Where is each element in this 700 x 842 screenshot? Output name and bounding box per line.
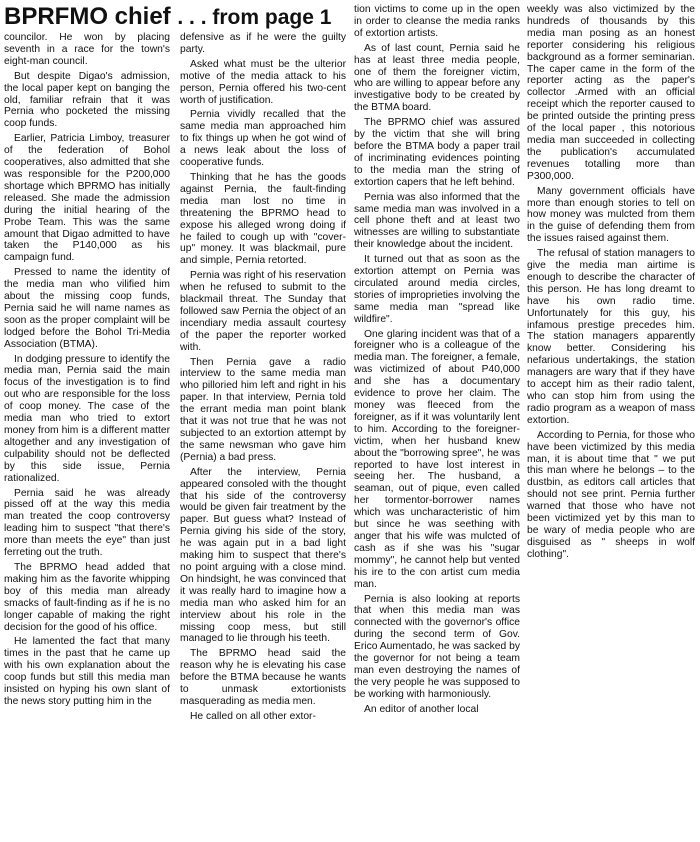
paragraph: As of last count, Pernia said he has at least three media people, one of them the foreigner victim, who are willing to appear before any investigative body to be created by the BTMA board. xyxy=(354,42,520,114)
paragraph: councilor. He won by placing seventh in a race for the town's eight-man council. xyxy=(4,32,170,67)
article-column-4 xyxy=(527,4,695,838)
paragraph: Earlier, Patricia Limboy, treasurer of the federation of Bohol cooperatives, also admitted that she was responsible for the P200,000 shortage which BPRMO has initially released. She made the admission during the initial hearing of the Probe Team. This was the same amount that Digao admitted to have taken the P140,000 as his campaign fund. xyxy=(4,133,170,264)
headline-title: BPRFMO chief xyxy=(4,3,171,30)
paragraph: Pernia vividly recalled that the same media man approached him to fix things up when he got wind of a news leak about the loss of cooperative funds. xyxy=(180,109,346,169)
paragraph: The BPRMO chief was assured by the victim that she will bring before the BTMA body a paper trail of incriminating evidences pointing to the media man the string of extortion capers that he left behind. xyxy=(354,117,520,188)
paragraph: He lamented the fact that many times in the past that he came up with his own explanation about the coop funds but still this media man insisted on hyping his own slant of the news story putting him in the xyxy=(4,636,170,707)
paragraph: In dodging pressure to identify the media man, Pernia said the main focus of the investigation is to find out who are responsible for the loss of coop money. The case of the media man who tried to extort money from him is a different matter altogether and any investigation of culpability should not be deflected by this side issue, Pernia rationalized. xyxy=(4,353,170,484)
paragraph: Thinking that he has the goods against Pernia, the fault-finding media man lost no time in threatening the BPRMO head to expose his alleged wrong doing if he failed to cough up with "cover-up" money. It was blackmail, pure and simple, Pernia retorted. xyxy=(180,171,346,267)
paragraph: According to Pernia, for those who have been victimized by this media man, it is about time that " we put this man where he belongs – to the dustbin, as editors call articles that should not see print. Pernia further warned that those who have not been victimized yet by this man to be wary of media people who are disguised as " sheeps in wolf clothing". xyxy=(527,429,695,560)
paragraph: Pernia is also looking at reports that when this media man was connected with the governor's office during the second term of Gov. Erico Aumentado, he was sacked by the governor for not being a team man even destroying the names of the very people he was supposed to be working with harmoniously. xyxy=(354,593,520,700)
paragraph: The refusal of station managers to give the media man airtime is enough to describe the character of this person. He has long dreamt to have his own radio time. Unfortunately for this guy, his infamous prestige precedes him. The station managers apparently know better. Considering his nefarious undertakings, the station managers are wary that if they have to accept him as their radio talent, who can stop him from using the radio program as a weapon of mass extortion. xyxy=(527,248,695,426)
paragraph: Asked what must be the ulterior motive of the media attack to his person, Pernia offered his two-cent worth of justification. xyxy=(180,58,346,106)
paragraph: Pernia said he was already pissed off at the way this media man treated the coop controversy leading him to suspect "that there's more than meets the eye" than just ferreting out the truth. xyxy=(4,487,170,559)
paragraph: defensive as if he were the guilty party. xyxy=(180,32,346,55)
paragraph: Many government officials have more than enough stories to tell on how money was mulcted from them in the guise of defending them from the issues raised against them. xyxy=(527,185,695,245)
paragraph: It turned out that as soon as the extortion attempt on Pernia was circulated around media circles, stories of improprieties involving the same media man "spread like wildfire". xyxy=(354,254,520,325)
paragraph: An editor of another local xyxy=(364,703,479,715)
paragraph: The BPRMO head added that making him as the favorite whipping boy of this media man already smacks of fault-finding as if he is no longer capable of making the right decision for the good of his office. xyxy=(4,561,170,633)
paragraph: Pernia was also informed that the same media man was involved in a cell phone theft and at least two witnesses are willing to substantiate their knowledge about the incident. xyxy=(354,191,520,251)
paragraph: Then Pernia gave a radio interview to the same media man who pilloried him left and right in his paper. In that interview, Pernia told the errant media man point blank that it was not true that he was not subjected to an extortion attempt by the same newsman who gave him (Pernia) a bad press. xyxy=(180,356,346,463)
paragraph: tion victims to come up in the open in order to cleanse the media ranks of extortion artists. xyxy=(354,4,520,39)
article-column-1 xyxy=(4,32,170,838)
article-column-3 xyxy=(354,4,520,838)
paragraph: Pernia was right of his reservation when he refused to submit to the blackmail threat. The Sunday that followed saw Pernia the object of an incendiary media assault courtesy of the paper the reporter worked with. xyxy=(180,270,346,353)
paragraph: He called on all other extor- xyxy=(190,710,316,722)
headline xyxy=(4,2,349,32)
paragraph: weekly was also victimized by the hundreds of thousands by this media man posing as an honest reporter considering his religious background as a former seminarian. The caper came in the form of the reporter acting as the paper's collector .Armed with an official receipt which the reporter caused to be printed outside the printing press of the local paper , this notorious media man succeeded in collecting the publication's accumulated revenues totalling more than P300,000. xyxy=(527,4,695,182)
paragraph: One glaring incident was that of a foreigner who is a colleague of the media man. The foreigner, a female, was victimized of about P40,000 and she has a documentary evidence to prove her claim. The money was fleeced from the foreigner, as if it was voluntarily lent to him. According to the foreigner-victim, when her husband knew about the "borrowing spree", he was reported to have lost interest in seeing her. The husband, a seaman, out of pique, even called her tormentor-borrower names which was uncharacteristic of him but since he was seething with anger that his wife was mulcted of cash as if she was his "sugar mommy", he cannot help but vented his ire to the con artist cum media man. xyxy=(354,328,520,590)
paragraph: The BPRMO head said the reason why he is elevating his case before the BTMA because he wants to unmask extortionists masquerading as media men. xyxy=(180,648,346,707)
article-column-2 xyxy=(180,32,346,838)
paragraph: After the interview, Pernia appeared consoled with the thought that his side of the controversy would be given fair treatment by the paper. But guess what? Instead of Pernia giving his side of the story, he was again put in a bad light making him to suspect that there's no point arguing with a close mind. On hindsight, he was convinced that it was really hard to imagine how a media man who asked him for an interview about his role in the missing coop mess, but still managed to lie through his teeth. xyxy=(180,466,346,645)
paragraph: Pressed to name the identity of the media man who vilified him about the missing coop funds, Pernia said he will name names as soon as the proper complaint will be lodged before the Bohol Tri-Media Association (BTMA). xyxy=(4,267,170,350)
paragraph: But despite Digao's admission, the local paper kept on banging the old, familiar refrain that it was Pernia who pocketed the missing coop funds. xyxy=(4,70,170,130)
headline-continued: . . . from page 1 xyxy=(177,6,332,29)
